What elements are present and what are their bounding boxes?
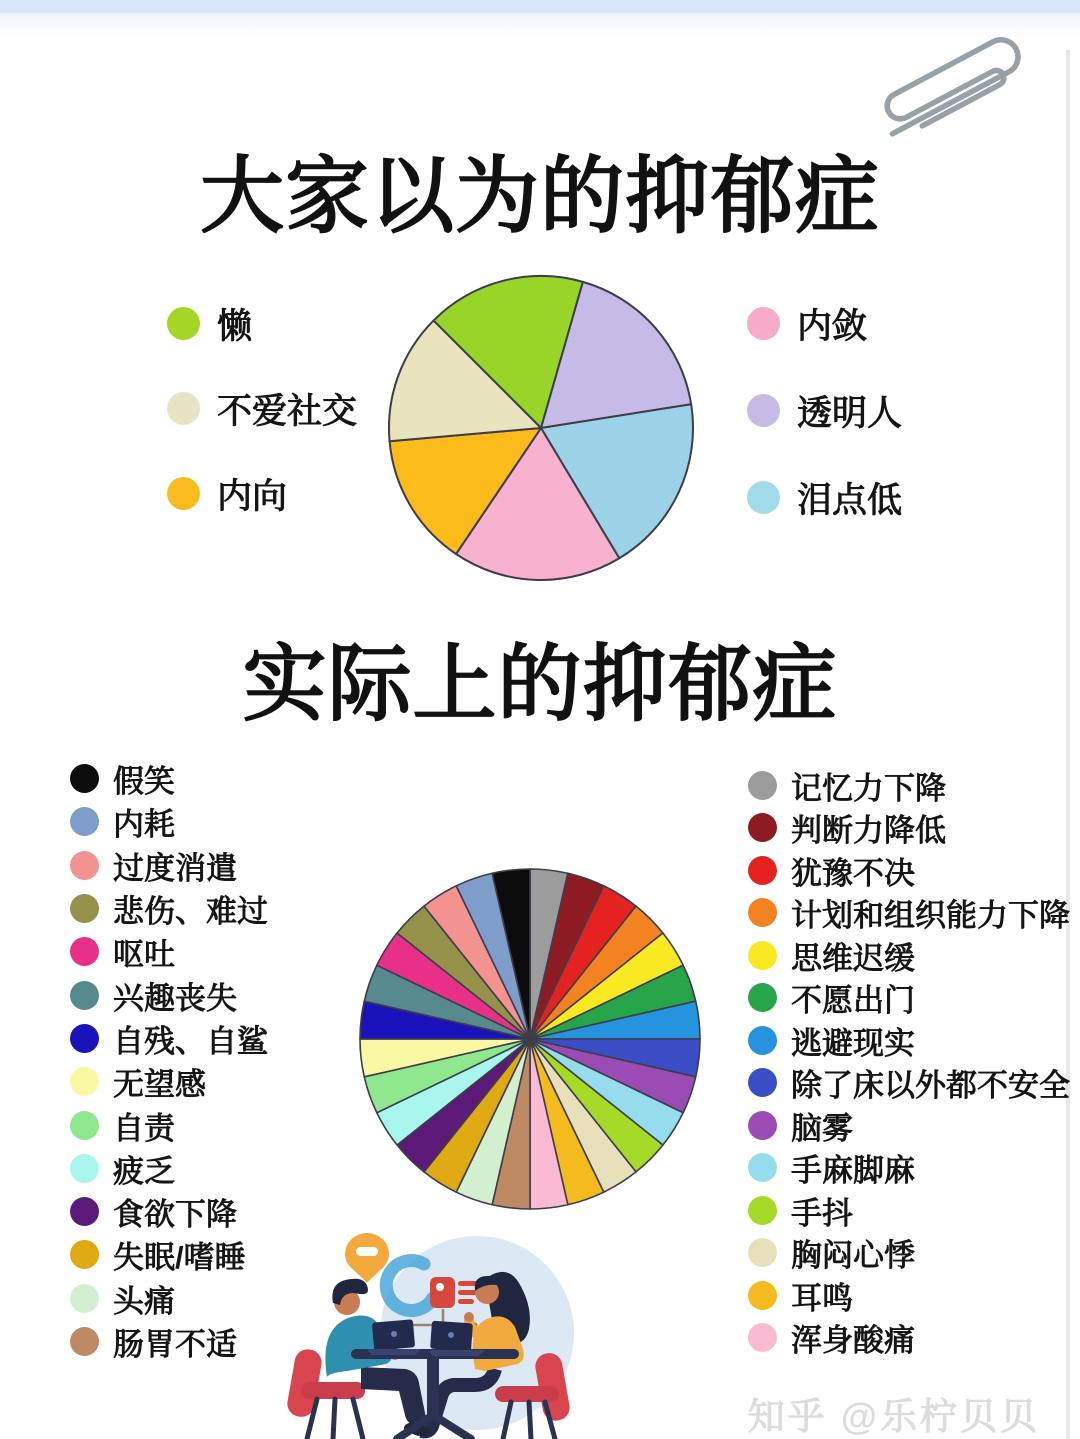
legend-item-1 [70, 800, 268, 843]
legend-label: 除了床以外都不安全 [791, 1068, 1070, 1104]
legend-item-13 [70, 1320, 268, 1363]
legend-color-dot [70, 807, 99, 836]
legend-label: 透明人 [797, 393, 903, 433]
legend-label: 懒 [217, 306, 253, 346]
paperclip-icon [838, 4, 1078, 144]
legend-label: 犹豫不决 [791, 855, 915, 891]
legend-label: 呕吐 [113, 937, 175, 973]
legend-color-dot [748, 1068, 777, 1097]
legend-color-dot [70, 1067, 99, 1096]
legend-color-dot [748, 1238, 777, 1267]
legend-imagined-right [747, 280, 902, 541]
legend-item-0 [747, 280, 902, 367]
legend-label: 手麻脚麻 [791, 1153, 915, 1189]
legend-item-0 [167, 281, 357, 366]
legend-item-2 [70, 844, 268, 887]
legend-label: 无望感 [113, 1067, 206, 1103]
legend-label: 内耗 [113, 807, 175, 843]
legend-item-11 [70, 1233, 268, 1276]
legend-item-9 [70, 1147, 268, 1190]
legend-label: 胸闷心悸 [791, 1238, 915, 1274]
legend-actual-right [748, 764, 1070, 1359]
legend-label: 悲伤、难过 [113, 894, 268, 930]
legend-item-3 [70, 887, 268, 930]
legend-label: 自残、自鲨 [113, 1023, 268, 1059]
legend-item-2 [748, 849, 1070, 892]
legend-item-1 [748, 807, 1070, 850]
legend-item-11 [748, 1232, 1070, 1275]
legend-item-7 [70, 1060, 268, 1103]
legend-color-dot [70, 1154, 99, 1183]
legend-item-7 [748, 1062, 1070, 1105]
legend-color-dot [70, 1284, 99, 1313]
legend-color-dot [70, 937, 99, 966]
legend-color-dot [748, 1281, 777, 1310]
legend-item-0 [748, 764, 1070, 807]
legend-color-dot [70, 981, 99, 1010]
legend-label: 假笑 [113, 764, 175, 800]
legend-label: 思维迟缓 [791, 940, 915, 976]
pie-chart-actual-depression [352, 861, 708, 1217]
legend-item-12 [70, 1277, 268, 1320]
legend-color-dot [70, 1024, 99, 1053]
left-laptop [367, 1319, 421, 1355]
legend-color-dot [70, 764, 99, 793]
legend-item-10 [748, 1189, 1070, 1232]
legend-item-8 [70, 1103, 268, 1146]
zhihu-watermark: 知乎 @乐柠贝贝 [747, 1396, 1040, 1437]
legend-item-1 [747, 367, 902, 454]
legend-item-13 [748, 1317, 1070, 1360]
section2-title: 实际上的抑郁症 [242, 637, 838, 731]
legend-label: 判断力降低 [791, 813, 946, 849]
legend-item-9 [748, 1147, 1070, 1190]
legend-label: 失眠/嗜睡 [113, 1240, 246, 1276]
legend-color-dot [748, 1026, 777, 1055]
legend-label: 记忆力下降 [791, 770, 946, 806]
legend-color-dot [748, 898, 777, 927]
legend-label: 内向 [217, 476, 288, 516]
legend-label: 浑身酸痛 [791, 1323, 915, 1359]
legend-color-dot [70, 1197, 99, 1226]
legend-color-dot [748, 813, 777, 842]
legend-label: 不愿出门 [791, 983, 915, 1019]
legend-color-dot [747, 394, 780, 427]
legend-item-2 [167, 451, 357, 536]
legend-label: 内敛 [797, 306, 868, 346]
legend-color-dot [70, 851, 99, 880]
legend-item-4 [748, 934, 1070, 977]
legend-color-dot [70, 1111, 99, 1140]
legend-color-dot [748, 1111, 777, 1140]
pie-chart-imagined-depression [381, 268, 701, 588]
legend-item-12 [748, 1274, 1070, 1317]
legend-label: 自责 [113, 1110, 175, 1146]
section1-title: 大家以为的抑郁症 [199, 149, 880, 243]
legend-item-2 [747, 454, 902, 541]
legend-color-dot [748, 1323, 777, 1352]
legend-label: 疲乏 [113, 1153, 175, 1189]
legend-color-dot [70, 894, 99, 923]
legend-color-dot [167, 477, 200, 510]
legend-item-4 [70, 930, 268, 973]
legend-label: 头痛 [113, 1283, 175, 1319]
legend-color-dot [748, 941, 777, 970]
legend-item-5 [70, 973, 268, 1016]
legend-color-dot [70, 1240, 99, 1269]
legend-label: 食欲下降 [113, 1197, 237, 1233]
legend-item-0 [70, 757, 268, 800]
legend-item-1 [167, 366, 357, 451]
legend-label: 过度消遣 [113, 850, 237, 886]
legend-color-dot [167, 307, 200, 340]
legend-item-8 [748, 1104, 1070, 1147]
legend-color-dot [167, 392, 200, 425]
legend-label: 逃避现实 [791, 1025, 915, 1061]
legend-imagined-left [167, 281, 357, 536]
legend-item-6 [70, 1017, 268, 1060]
legend-color-dot [747, 481, 780, 514]
legend-color-dot [748, 1153, 777, 1182]
legend-color-dot [748, 771, 777, 800]
legend-label: 计划和组织能力下降 [791, 898, 1070, 934]
legend-item-10 [70, 1190, 268, 1233]
legend-item-3 [748, 892, 1070, 935]
legend-label: 手抖 [791, 1195, 853, 1231]
legend-color-dot [748, 1196, 777, 1225]
legend-color-dot [70, 1327, 99, 1356]
legend-item-5 [748, 977, 1070, 1020]
legend-label: 不爱社交 [217, 391, 358, 431]
legend-label: 脑雾 [791, 1110, 853, 1146]
legend-color-dot [748, 983, 777, 1012]
legend-label: 耳鸣 [791, 1280, 853, 1316]
legend-label: 肠胃不适 [113, 1327, 237, 1363]
legend-actual-left [70, 757, 268, 1363]
legend-color-dot [747, 307, 780, 340]
legend-item-6 [748, 1019, 1070, 1062]
legend-color-dot [748, 856, 777, 885]
legend-label: 泪点低 [797, 480, 903, 520]
legend-label: 兴趣丧失 [113, 980, 237, 1016]
